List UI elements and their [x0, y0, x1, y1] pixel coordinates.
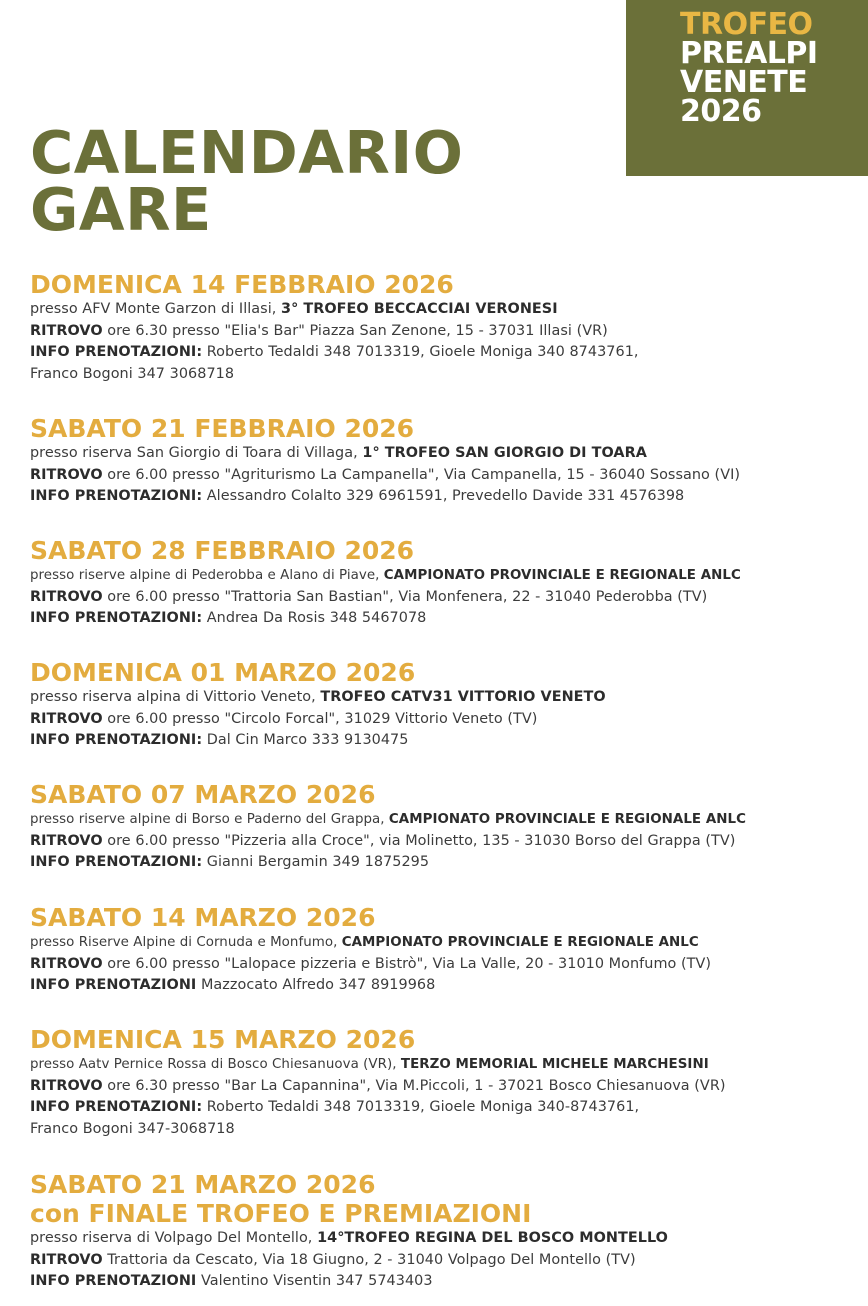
event-info [30, 608, 860, 630]
info-label: INFO PRENOTAZIONI: [30, 344, 203, 360]
event-location [30, 565, 860, 587]
event-info [30, 1097, 860, 1119]
ritrovo-text: ore 6.00 presso "Trattoria San Bastian", Via Monfenera, 22 - 31040 Pederobba (TV) [102, 588, 708, 605]
info-label: INFO PRENOTAZIONI: [30, 488, 203, 504]
event-location-text: presso Riserve Alpine di Cornuda e Monfumo, [30, 935, 342, 950]
badge-line-trofeo: TROFEO [680, 7, 813, 42]
ritrovo-label: RITROVO [30, 710, 103, 727]
event-location-text: presso riserve alpine di Borso e Paderno del Grappa, [30, 812, 389, 827]
event-item [30, 414, 860, 508]
event-ritrovo [30, 954, 860, 976]
event-item [30, 270, 860, 385]
event-item [30, 1170, 860, 1293]
event-info [30, 975, 860, 997]
ritrovo-label: RITROVO [30, 466, 103, 483]
event-trofeo: CAMPIONATO PROVINCIALE E REGIONALE ANLC [383, 568, 741, 583]
ritrovo-text: ore 6.00 presso "Circolo Forcal", 31029 Vittorio Veneto (TV) [102, 710, 538, 727]
event-item [30, 536, 860, 630]
event-location-text: presso riserva alpina di Vittorio Veneto, [30, 689, 321, 705]
event-item [30, 780, 860, 874]
event-date: DOMENICA 14 FEBBRAIO 2026 [30, 270, 454, 299]
event-ritrovo [30, 1076, 860, 1098]
badge-line-venete: VENETE [680, 65, 808, 100]
ritrovo-text: ore 6.00 presso "Lalopace pizzeria e Bistrò", Via La Valle, 20 - 31010 Monfumo (TV) [102, 955, 712, 972]
ritrovo-text: Trattoria da Cescato, Via 18 Giugno, 2 - 31040 Volpago Del Montello (TV) [102, 1251, 636, 1268]
event-date-subtitle: con FINALE TROFEO E PREMIAZIONI [30, 1199, 532, 1228]
event-trofeo: 3° TROFEO BECCACCIAI VERONESI [281, 301, 558, 317]
event-ritrovo [30, 1250, 860, 1272]
event-info-continued: Franco Bogoni 347 3068718 [30, 365, 235, 382]
event-location [30, 932, 860, 954]
event-info [30, 852, 860, 874]
event-info-continued: Franco Bogoni 347-3068718 [30, 1120, 235, 1137]
ritrovo-text: ore 6.00 presso "Agriturismo La Campanella", Via Campanella, 15 - 36040 Sossano (VI) [102, 466, 741, 483]
info-text: Roberto Tedaldi 348 7013319, Gioele Moniga 340 8743761, [202, 344, 639, 360]
event-ritrovo [30, 587, 860, 609]
event-location-text: presso AFV Monte Garzon di Illasi, [30, 301, 282, 317]
info-text: Dal Cin Marco 333 9130475 [202, 732, 409, 748]
event-date: DOMENICA 15 MARZO 2026 [30, 1025, 416, 1054]
page-title [30, 118, 464, 244]
event-trofeo: TROFEO CATV31 VITTORIO VENETO [320, 689, 606, 705]
title-line-calendario: CALENDARIO [30, 118, 464, 187]
event-info [30, 342, 860, 364]
event-location [30, 443, 860, 465]
info-text: Andrea Da Rosis 348 5467078 [202, 610, 427, 626]
event-date: SABATO 28 FEBBRAIO 2026 [30, 536, 415, 565]
info-label: INFO PRENOTAZIONI [30, 1273, 197, 1289]
event-date: SABATO 07 MARZO 2026 [30, 780, 376, 809]
event-ritrovo [30, 831, 860, 853]
event-location [30, 1054, 860, 1076]
event-trofeo: TERZO MEMORIAL MICHELE MARCHESINI [400, 1057, 709, 1072]
event-location-text: presso riserve alpine di Pederobba e Alano di Piave, [30, 568, 384, 583]
event-location [30, 299, 860, 321]
event-ritrovo [30, 321, 860, 343]
ritrovo-label: RITROVO [30, 322, 103, 339]
info-text: Alessandro Colalto 329 6961591, Prevedello Davide 331 4576398 [202, 488, 685, 504]
ritrovo-label: RITROVO [30, 1077, 103, 1094]
info-label: INFO PRENOTAZIONI: [30, 854, 203, 870]
ritrovo-text: ore 6.30 presso "Bar La Capannina", Via M.Piccoli, 1 - 37021 Bosco Chiesanuova (VR) [102, 1077, 726, 1094]
ritrovo-label: RITROVO [30, 588, 103, 605]
event-ritrovo [30, 465, 860, 487]
event-item [30, 1025, 860, 1140]
event-trofeo: 1° TROFEO SAN GIORGIO DI TOARA [362, 445, 647, 461]
event-date: SABATO 21 FEBBRAIO 2026 [30, 414, 415, 443]
trofeo-badge [626, 0, 868, 176]
ritrovo-text: ore 6.00 presso "Pizzeria alla Croce", via Molinetto, 135 - 31030 Borso del Grappa (TV) [102, 832, 736, 849]
event-date: SABATO 21 MARZO 2026 [30, 1170, 376, 1199]
event-item [30, 658, 860, 752]
event-info [30, 486, 860, 508]
info-label: INFO PRENOTAZIONI [30, 977, 197, 993]
event-date: SABATO 14 MARZO 2026 [30, 903, 376, 932]
event-location-text: presso riserva San Giorgio di Toara di Villaga, [30, 445, 363, 461]
event-location [30, 687, 860, 709]
event-location [30, 809, 860, 831]
ritrovo-label: RITROVO [30, 955, 103, 972]
event-trofeo: CAMPIONATO PROVINCIALE E REGIONALE ANLC [388, 812, 746, 827]
ritrovo-text: ore 6.30 presso "Elia's Bar" Piazza San Zenone, 15 - 37031 Illasi (VR) [102, 322, 608, 339]
info-text: Valentino Visentin 347 5743403 [196, 1273, 433, 1289]
event-item [30, 903, 860, 997]
event-ritrovo [30, 709, 860, 731]
ritrovo-label: RITROVO [30, 832, 103, 849]
badge-line-year: 2026 [680, 94, 762, 129]
info-label: INFO PRENOTAZIONI: [30, 1099, 203, 1115]
event-location-text: presso riserva di Volpago Del Montello, [30, 1230, 318, 1246]
event-date: DOMENICA 01 MARZO 2026 [30, 658, 416, 687]
ritrovo-label: RITROVO [30, 1251, 103, 1268]
event-info [30, 1271, 860, 1293]
event-location [30, 1228, 860, 1250]
info-label: INFO PRENOTAZIONI: [30, 610, 203, 626]
event-trofeo: 14°TROFEO REGINA DEL BOSCO MONTELLO [317, 1230, 668, 1246]
info-text: Mazzocato Alfredo 347 8919968 [196, 977, 436, 993]
info-text: Gianni Bergamin 349 1875295 [202, 854, 430, 870]
info-label: INFO PRENOTAZIONI: [30, 732, 203, 748]
info-text: Roberto Tedaldi 348 7013319, Gioele Moniga 340-8743761, [202, 1099, 640, 1115]
event-location-text: presso Aatv Pernice Rossa di Bosco Chiesanuova (VR), [30, 1057, 401, 1072]
badge-line-prealpi: PREALPI [680, 36, 818, 71]
event-info [30, 730, 860, 752]
event-trofeo: CAMPIONATO PROVINCIALE E REGIONALE ANLC [341, 935, 699, 950]
title-line-gare: GARE [30, 175, 212, 244]
